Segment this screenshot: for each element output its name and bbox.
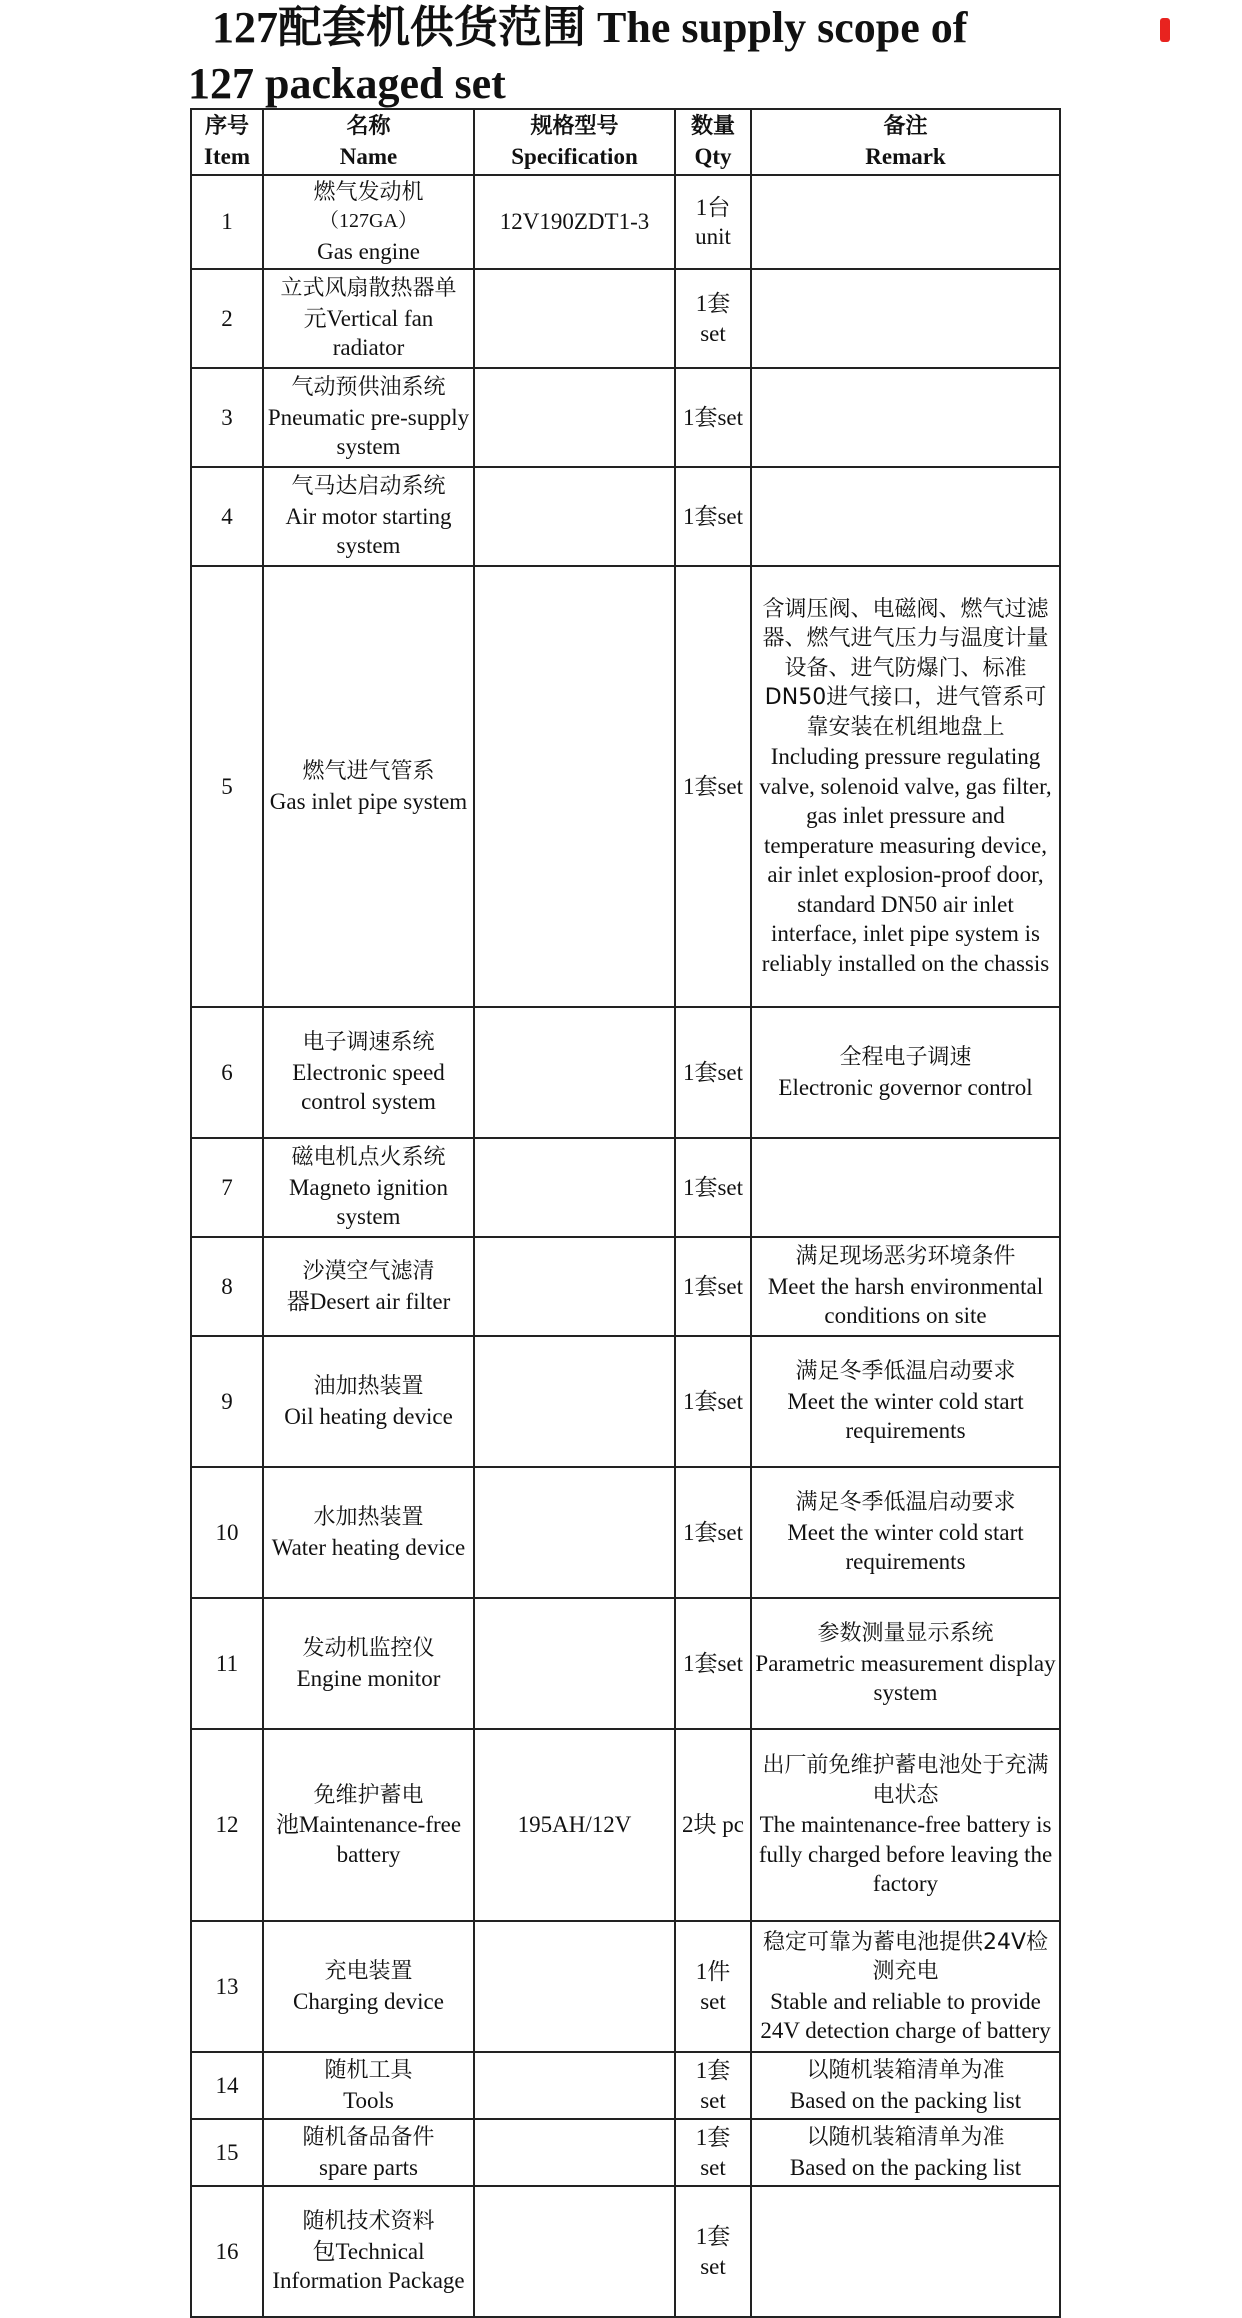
remark-cn: 以随机装箱清单为准: [806, 2125, 1005, 2150]
qty-primary: 1套: [695, 2058, 731, 2083]
item-cell: 6: [191, 1007, 263, 1138]
name-cn: 随机技术资料: [302, 2209, 435, 2235]
remark-en: Based on the packing list: [789, 2087, 1022, 2113]
name-cell: [263, 175, 474, 269]
header-item-cn: 序号: [204, 114, 249, 139]
name-cell: [263, 1237, 474, 1336]
remark-cn: 稳定可靠为蓄电池提供24V检测充电: [762, 1929, 1049, 1984]
name-cell: [263, 1921, 474, 2052]
specification-cell: [474, 2186, 675, 2317]
header-specification-en: Specification: [511, 144, 638, 169]
name-cn: 燃气发动机: [313, 179, 424, 205]
specification-cell: [474, 368, 675, 467]
item-cell: 11: [191, 1598, 263, 1729]
qty-primary: 1套set: [682, 503, 744, 529]
name-cell: [263, 1598, 474, 1729]
name-en: Water heating device: [271, 1534, 466, 1560]
table-row: [191, 2119, 1060, 2186]
qty-unit: set: [700, 1988, 726, 2014]
name-cell: [263, 1729, 474, 1921]
name-en: Engine monitor: [296, 1665, 441, 1691]
remark-cell: [751, 1007, 1060, 1138]
remark-en: Meet the winter cold start requirements: [787, 1519, 1024, 1575]
remark-cell: [751, 1138, 1060, 1237]
table-row: [191, 1467, 1060, 1598]
item-cell: 12: [191, 1729, 263, 1921]
remark-cell: [751, 1921, 1060, 2052]
name-cell: [263, 1467, 474, 1598]
specification-cell: [474, 1336, 675, 1467]
item-cell: 13: [191, 1921, 263, 2052]
qty-cell: [675, 1598, 751, 1729]
name-en: Oil heating device: [284, 1403, 453, 1429]
qty-cell: [675, 2052, 751, 2119]
name-cell: [263, 368, 474, 467]
name-cn: 气动预供油系统: [291, 375, 446, 401]
specification-cell: 12V190ZDT1-3: [474, 175, 675, 269]
table-row: [191, 1921, 1060, 2052]
remark-en: Parametric measurement display system: [755, 1650, 1056, 1706]
specification-cell: [474, 1237, 675, 1336]
qty-cell: [675, 2119, 751, 2186]
remark-cell: [751, 2052, 1060, 2119]
remark-cell: [751, 1336, 1060, 1467]
remark-en: The maintenance-free battery is fully charged before leaving the factory: [758, 1812, 1053, 1897]
header-remark-en: Remark: [865, 144, 946, 169]
remark-cn: 参数测量显示系统: [817, 1621, 994, 1647]
header-name: [263, 109, 474, 175]
qty-cell: [675, 467, 751, 566]
item-cell: 2: [191, 269, 263, 368]
name-en: Gas inlet pipe system: [269, 788, 468, 814]
table-row: [191, 1138, 1060, 1237]
specification-cell: [474, 2119, 675, 2186]
name-cell: [263, 269, 474, 368]
item-cell: 9: [191, 1336, 263, 1467]
specification-cell: [474, 1007, 675, 1138]
qty-cell: [675, 566, 751, 1007]
header-item: [191, 109, 263, 175]
name-en: 元Vertical fan radiator: [303, 305, 434, 361]
qty-unit: set: [700, 2154, 726, 2180]
qty-primary: 1套set: [682, 1650, 744, 1676]
name-cn: 气马达启动系统: [291, 474, 446, 500]
name-en: 器Desert air filter: [286, 1288, 451, 1314]
remark-cn: 出厂前免维护蓄电池处于充满电状态: [762, 1753, 1049, 1808]
name-cell: [263, 2052, 474, 2119]
name-en: Electronic speed control system: [292, 1059, 445, 1115]
qty-cell: [675, 175, 751, 269]
header-qty-en: Qty: [694, 144, 732, 169]
name-en: 包Technical Information Package: [272, 2238, 465, 2294]
name-cell: [263, 1336, 474, 1467]
remark-cell: [751, 2186, 1060, 2317]
page-title: [190, 0, 1200, 112]
table-row: [191, 1237, 1060, 1336]
qty-unit: set: [700, 2087, 726, 2113]
remark-cell: [751, 1729, 1060, 1921]
remark-en: Electronic governor control: [778, 1074, 1033, 1100]
qty-primary: 2块 pc: [682, 1812, 744, 1838]
qty-cell: [675, 1237, 751, 1336]
qty-cell: [675, 1138, 751, 1237]
name-cell: [263, 2119, 474, 2186]
remark-cell: [751, 1237, 1060, 1336]
qty-primary: 1套set: [682, 773, 744, 799]
item-cell: 1: [191, 175, 263, 269]
supply-scope-table: [190, 108, 1061, 2318]
remark-cell: [751, 1598, 1060, 1729]
qty-cell: [675, 2186, 751, 2317]
qty-primary: 1台: [695, 194, 731, 220]
qty-primary: 1套set: [682, 1519, 744, 1545]
table-row: [191, 1729, 1060, 1921]
header-specification: [474, 109, 675, 175]
qty-primary: 1套set: [682, 1273, 744, 1299]
name-en: Magneto ignition system: [288, 1174, 449, 1230]
remark-en: Stable and reliable to provide 24V detection charge of battery: [760, 1988, 1051, 2043]
remark-cn: 满足冬季低温启动要求: [795, 1490, 1016, 1516]
qty-unit: set: [700, 320, 726, 346]
header-remark: [751, 109, 1060, 175]
qty-primary: 1件: [695, 1959, 731, 1984]
name-cn: 立式风扇散热器单: [280, 276, 457, 302]
header-qty-cn: 数量: [690, 114, 735, 139]
qty-primary: 1套: [695, 2224, 731, 2249]
name-cn: 随机备品备件: [302, 2125, 435, 2150]
qty-cell: [675, 1007, 751, 1138]
remark-cell: [751, 1467, 1060, 1598]
table-row: [191, 175, 1060, 269]
item-cell: 16: [191, 2186, 263, 2317]
specification-cell: [474, 467, 675, 566]
name-cn: 磁电机点火系统: [291, 1145, 446, 1171]
qty-cell: [675, 1467, 751, 1598]
remark-cell: [751, 467, 1060, 566]
qty-primary: 1套: [695, 291, 731, 316]
name-cell: [263, 467, 474, 566]
item-cell: 14: [191, 2052, 263, 2119]
remark-cell: [751, 175, 1060, 269]
name-cn: 沙漠空气滤清: [302, 1259, 435, 1284]
specification-cell: [474, 566, 675, 1007]
item-cell: 5: [191, 566, 263, 1007]
qty-cell: [675, 1921, 751, 2052]
remark-en: Meet the winter cold start requirements: [787, 1388, 1024, 1444]
item-cell: 7: [191, 1138, 263, 1237]
table-row: [191, 1598, 1060, 1729]
name-en: Gas engine: [317, 238, 420, 264]
name-cn: 油加热装置: [313, 1374, 424, 1399]
qty-cell: [675, 1336, 751, 1467]
name-cn: 充电装置: [324, 1959, 413, 1984]
name-en: Pneumatic pre-supply system: [267, 404, 470, 460]
name-en: Charging device: [293, 1988, 444, 2014]
table-row: [191, 467, 1060, 566]
title-line-2: 127 packaged set: [188, 59, 506, 108]
specification-cell: [474, 1921, 675, 2052]
table-row: [191, 1336, 1060, 1467]
name-cn: 燃气进气管系: [302, 759, 435, 784]
name-sub: （127GA）: [319, 210, 418, 233]
qty-primary: 1套: [695, 2125, 731, 2150]
name-en: spare parts: [319, 2154, 418, 2180]
qty-unit: set: [700, 2253, 726, 2279]
remark-cell: [751, 269, 1060, 368]
header-row: [191, 109, 1060, 175]
specification-cell: [474, 1467, 675, 1598]
table-row: [191, 2052, 1060, 2119]
name-cn: 免维护蓄电: [313, 1782, 424, 1808]
qty-cell: [675, 269, 751, 368]
qty-primary: 1套set: [682, 1388, 744, 1414]
name-cell: [263, 1138, 474, 1237]
specification-cell: [474, 2052, 675, 2119]
header-remark-cn: 备注: [883, 114, 928, 139]
name-cell: [263, 2186, 474, 2317]
table-body: [191, 175, 1060, 2317]
remark-en: Meet the harsh environmental conditions on site: [767, 1273, 1044, 1329]
item-cell: 4: [191, 467, 263, 566]
item-cell: 10: [191, 1467, 263, 1598]
name-cn: 发动机监控仪: [302, 1636, 435, 1661]
header-specification-cn: 规格型号: [530, 114, 619, 139]
header-name-cn: 名称: [346, 114, 391, 139]
header-item-en: Item: [204, 144, 250, 169]
qty-cell: [675, 368, 751, 467]
header-qty: [675, 109, 751, 175]
qty-primary: 1套set: [682, 404, 744, 430]
name-cell: [263, 566, 474, 1007]
name-cn: 水加热装置: [313, 1505, 424, 1530]
remark-cn: 全程电子调速: [839, 1045, 972, 1070]
table-header: [191, 109, 1060, 175]
header-name-en: Name: [339, 144, 398, 169]
qty-primary: 1套set: [682, 1059, 744, 1085]
table-row: [191, 1007, 1060, 1138]
table-row: [191, 2186, 1060, 2317]
name-cell: [263, 1007, 474, 1138]
name-cn: 随机工具: [324, 2058, 413, 2083]
item-cell: 8: [191, 1237, 263, 1336]
table-row: [191, 269, 1060, 368]
specification-cell: [474, 1138, 675, 1237]
qty-unit: unit: [695, 224, 731, 249]
qty-primary: 1套set: [682, 1174, 744, 1200]
remark-cn: 满足现场恶劣环境条件: [795, 1244, 1016, 1270]
specification-cell: [474, 269, 675, 368]
name-en: Tools: [343, 2087, 394, 2113]
title-line-1: 127配套机供货范围 The supply scope of: [212, 3, 968, 52]
remark-en: Including pressure regulating valve, solenoid valve, gas filter, gas inlet pressure and temperature measuring device, air inlet explosion-proof door, standard DN50 air inlet interface, inlet pipe system is reliably installed on the chassis: [759, 744, 1052, 976]
table-row: [191, 368, 1060, 467]
specification-cell: [474, 1598, 675, 1729]
remark-cn: 以随机装箱清单为准: [806, 2058, 1005, 2083]
qty-cell: [675, 1729, 751, 1921]
name-en: 池Maintenance-free battery: [275, 1812, 462, 1867]
remark-cell: [751, 368, 1060, 467]
name-en: Air motor starting system: [285, 503, 452, 559]
item-cell: 3: [191, 368, 263, 467]
specification-cell: 195AH/12V: [474, 1729, 675, 1921]
remark-en: Based on the packing list: [789, 2154, 1022, 2180]
name-cn: 电子调速系统: [302, 1030, 435, 1056]
red-marker: [1160, 18, 1170, 42]
remark-cn: 满足冬季低温启动要求: [795, 1359, 1016, 1385]
remark-cell: [751, 2119, 1060, 2186]
remark-cell: [751, 566, 1060, 1007]
remark-cn: 含调压阀、电磁阀、燃气过滤器、燃气进气压力与温度计量设备、进气防爆门、标准DN50进气接口，进气管系可靠安装在机组地盘上: [762, 596, 1049, 740]
table-row: [191, 566, 1060, 1007]
item-cell: 15: [191, 2119, 263, 2186]
